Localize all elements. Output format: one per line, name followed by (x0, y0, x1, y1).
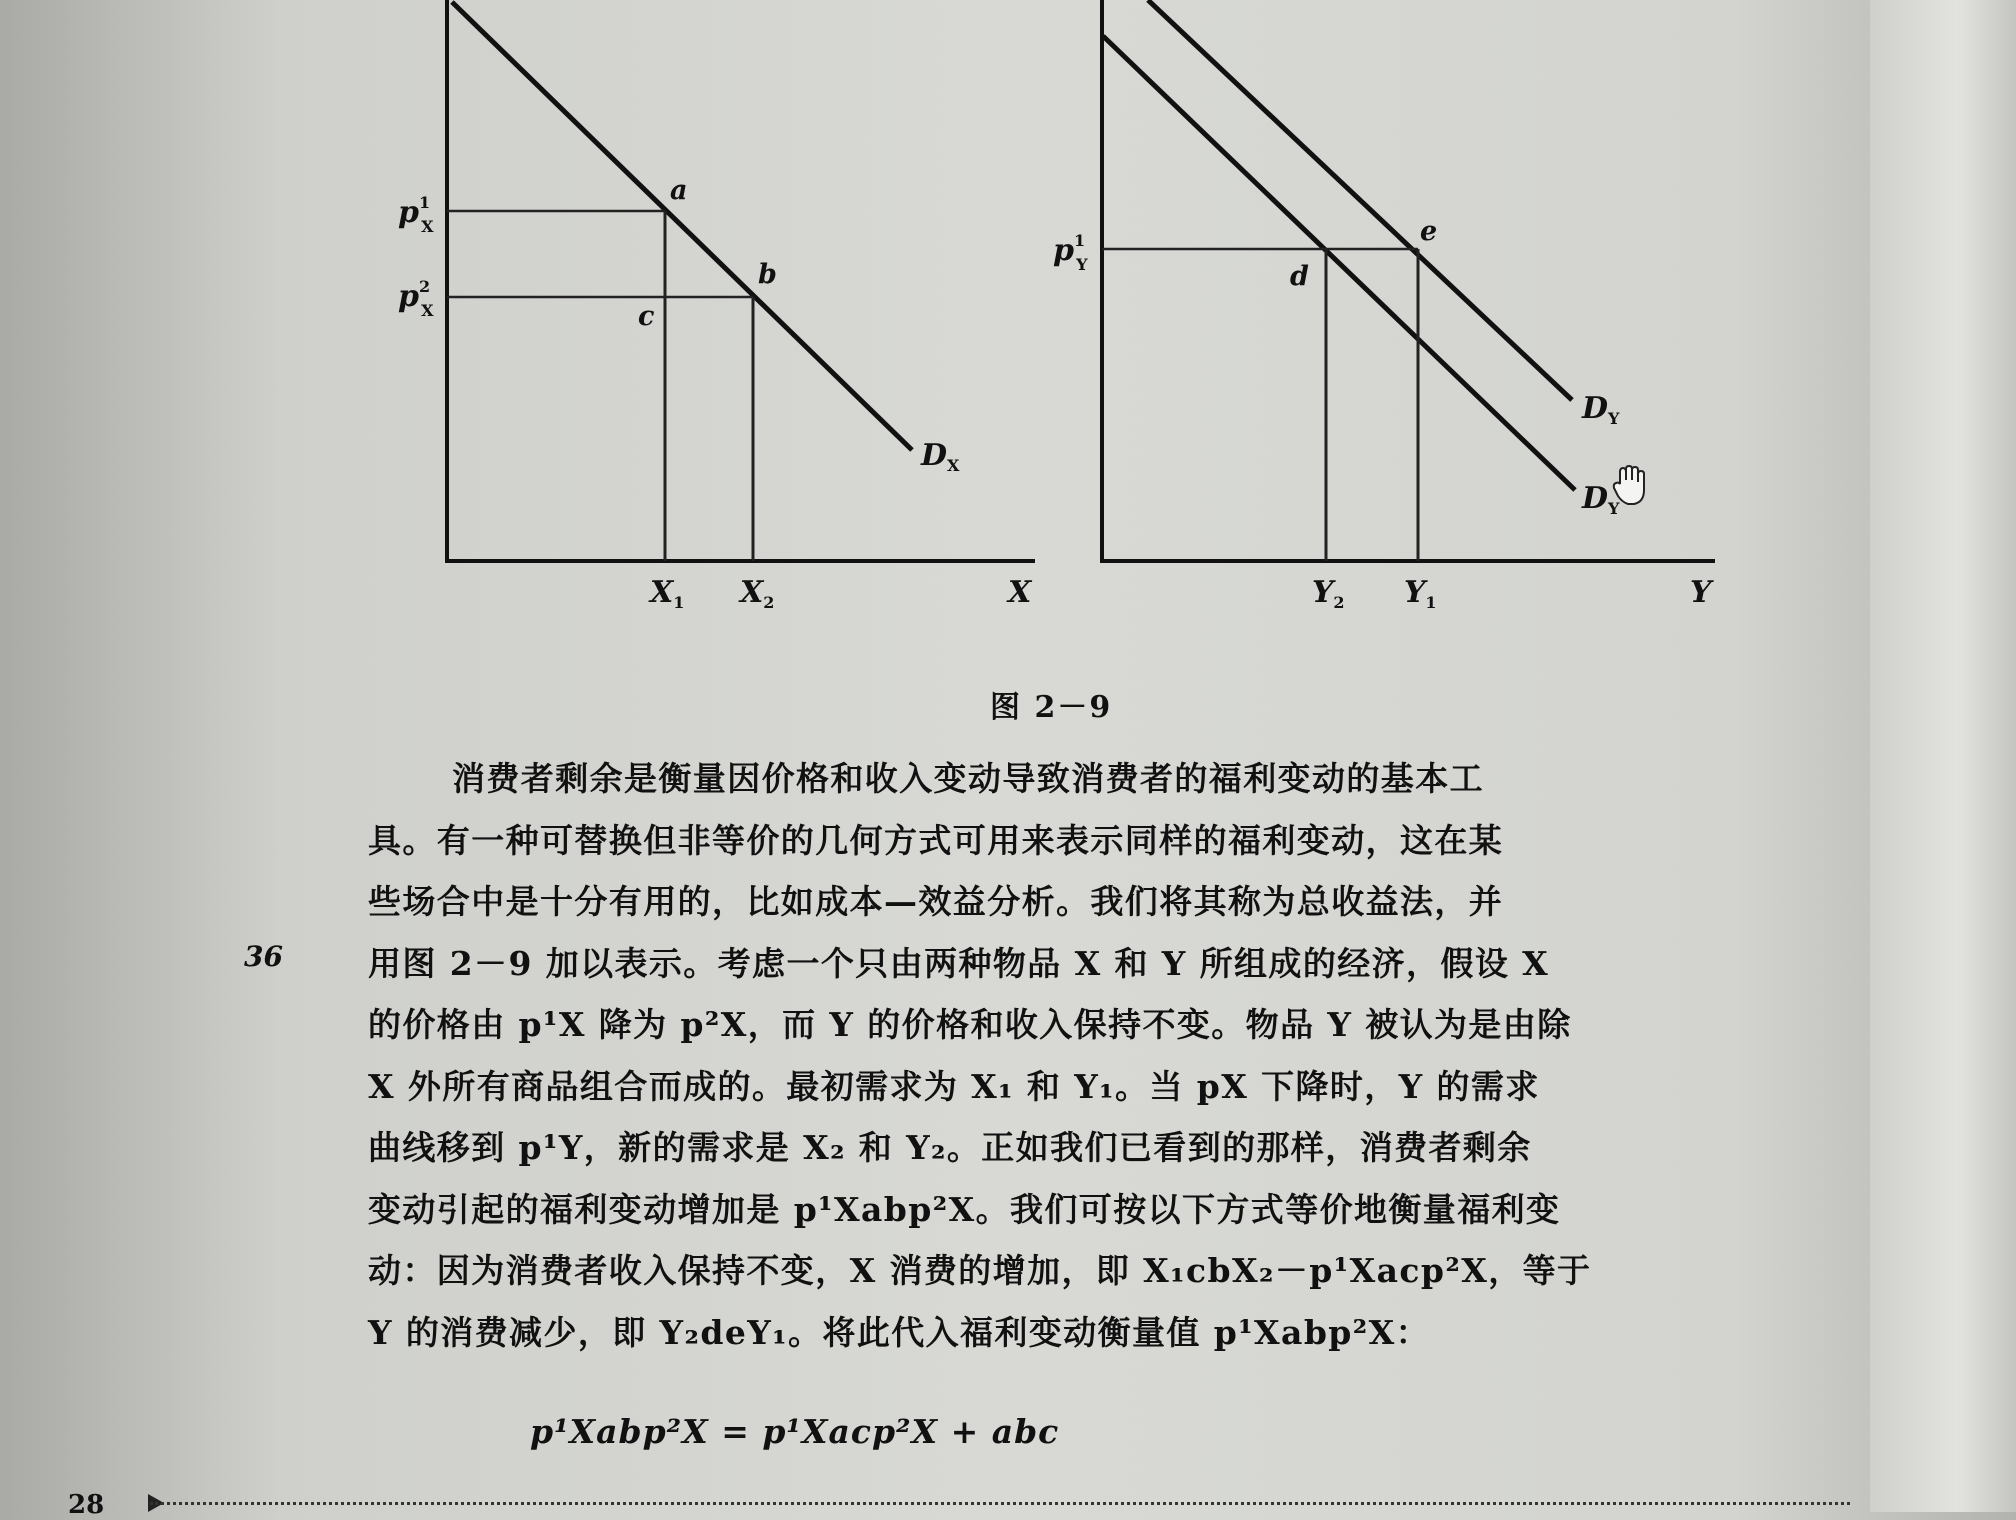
margin-page-number: 36 (244, 940, 283, 973)
paragraph-line: 些场合中是十分有用的，比如成本—效益分析。我们将其称为总收益法，并 (368, 882, 1504, 921)
paragraph-line: X 外所有商品组合而成的。最初需求为 X₁ 和 Y₁。当 pX 下降时，Y 的需求 (368, 1066, 1540, 1106)
paragraph-line: 用图 2－9 加以表示。考虑一个只由两种物品 X 和 Y 所组成的经济，假设 X (368, 943, 1550, 983)
left-panel (398, 0, 1035, 612)
curve-label-dy-lower: $D_Y$ (1582, 481, 1620, 518)
point-d: d (1290, 261, 1309, 292)
figure-caption: 图 2－9 (990, 690, 1113, 725)
paragraph-line: Y 的消费减少，即 Y₂deY₁。将此代入福利变动衡量值 p¹Xabp²X： (368, 1312, 1431, 1352)
paragraph-line: 动：因为消费者收入保持不变，X 消费的增加，即 X₁cbX₂－p¹Xacp²X，等于 (368, 1251, 1592, 1290)
demand-curve-dy-new (1103, 36, 1575, 490)
right-panel (1053, 0, 1715, 612)
point-a: a (670, 175, 688, 206)
paragraph-line: 曲线移到 p¹Y，新的需求是 X₂ 和 Y₂。正如我们已看到的那样，消费者剩余 (368, 1128, 1532, 1167)
axis-label-y: Y (1690, 575, 1712, 610)
label-p2x: $p^2$ X (398, 277, 434, 320)
paragraph-line: 变动引起的福利变动增加是 p¹Xabp²X。我们可按以下方式等价地衡量福利变 (368, 1189, 1561, 1229)
demand-curve-dy-orig (1148, 0, 1572, 400)
tick-y2: $Y_2$ (1312, 575, 1345, 612)
paragraph-line: 消费者剩余是衡量因价格和收入变动导致消费者的福利变动的基本工 (452, 759, 1484, 798)
label-p1x: $p^1$ X (398, 193, 434, 236)
tick-x2: $X_2$ (740, 575, 775, 612)
equation: p¹Xabp²X = p¹Xacp²X + abc (530, 1412, 1060, 1451)
label-p1y: $p^1$ Y (1053, 231, 1088, 274)
demand-curve-dx (452, 2, 912, 450)
point-b: b (758, 259, 777, 290)
tick-y1: $Y_1$ (1404, 575, 1437, 612)
curve-label-dx: $D_X$ (921, 438, 960, 475)
body-paragraph (368, 748, 1756, 1363)
point-c: c (638, 301, 655, 332)
footer-page-number: 28 (68, 1490, 105, 1520)
figure-2-9 (0, 0, 2016, 640)
curve-label-dy-upper: $D_Y$ (1582, 391, 1620, 428)
point-e: e (1420, 216, 1438, 247)
paragraph-line: 的价格由 p¹X 降为 p²X，而 Y 的价格和收入保持不变。物品 Y 被认为是由除 (368, 1005, 1572, 1044)
footer-dotted-rule (150, 1502, 1850, 1505)
paragraph-line: 具。有一种可替换但非等价的几何方式可用来表示同样的福利变动，这在某 (368, 820, 1504, 860)
tick-x1: $X_1$ (650, 575, 685, 612)
axis-label-x: X (1008, 575, 1032, 610)
